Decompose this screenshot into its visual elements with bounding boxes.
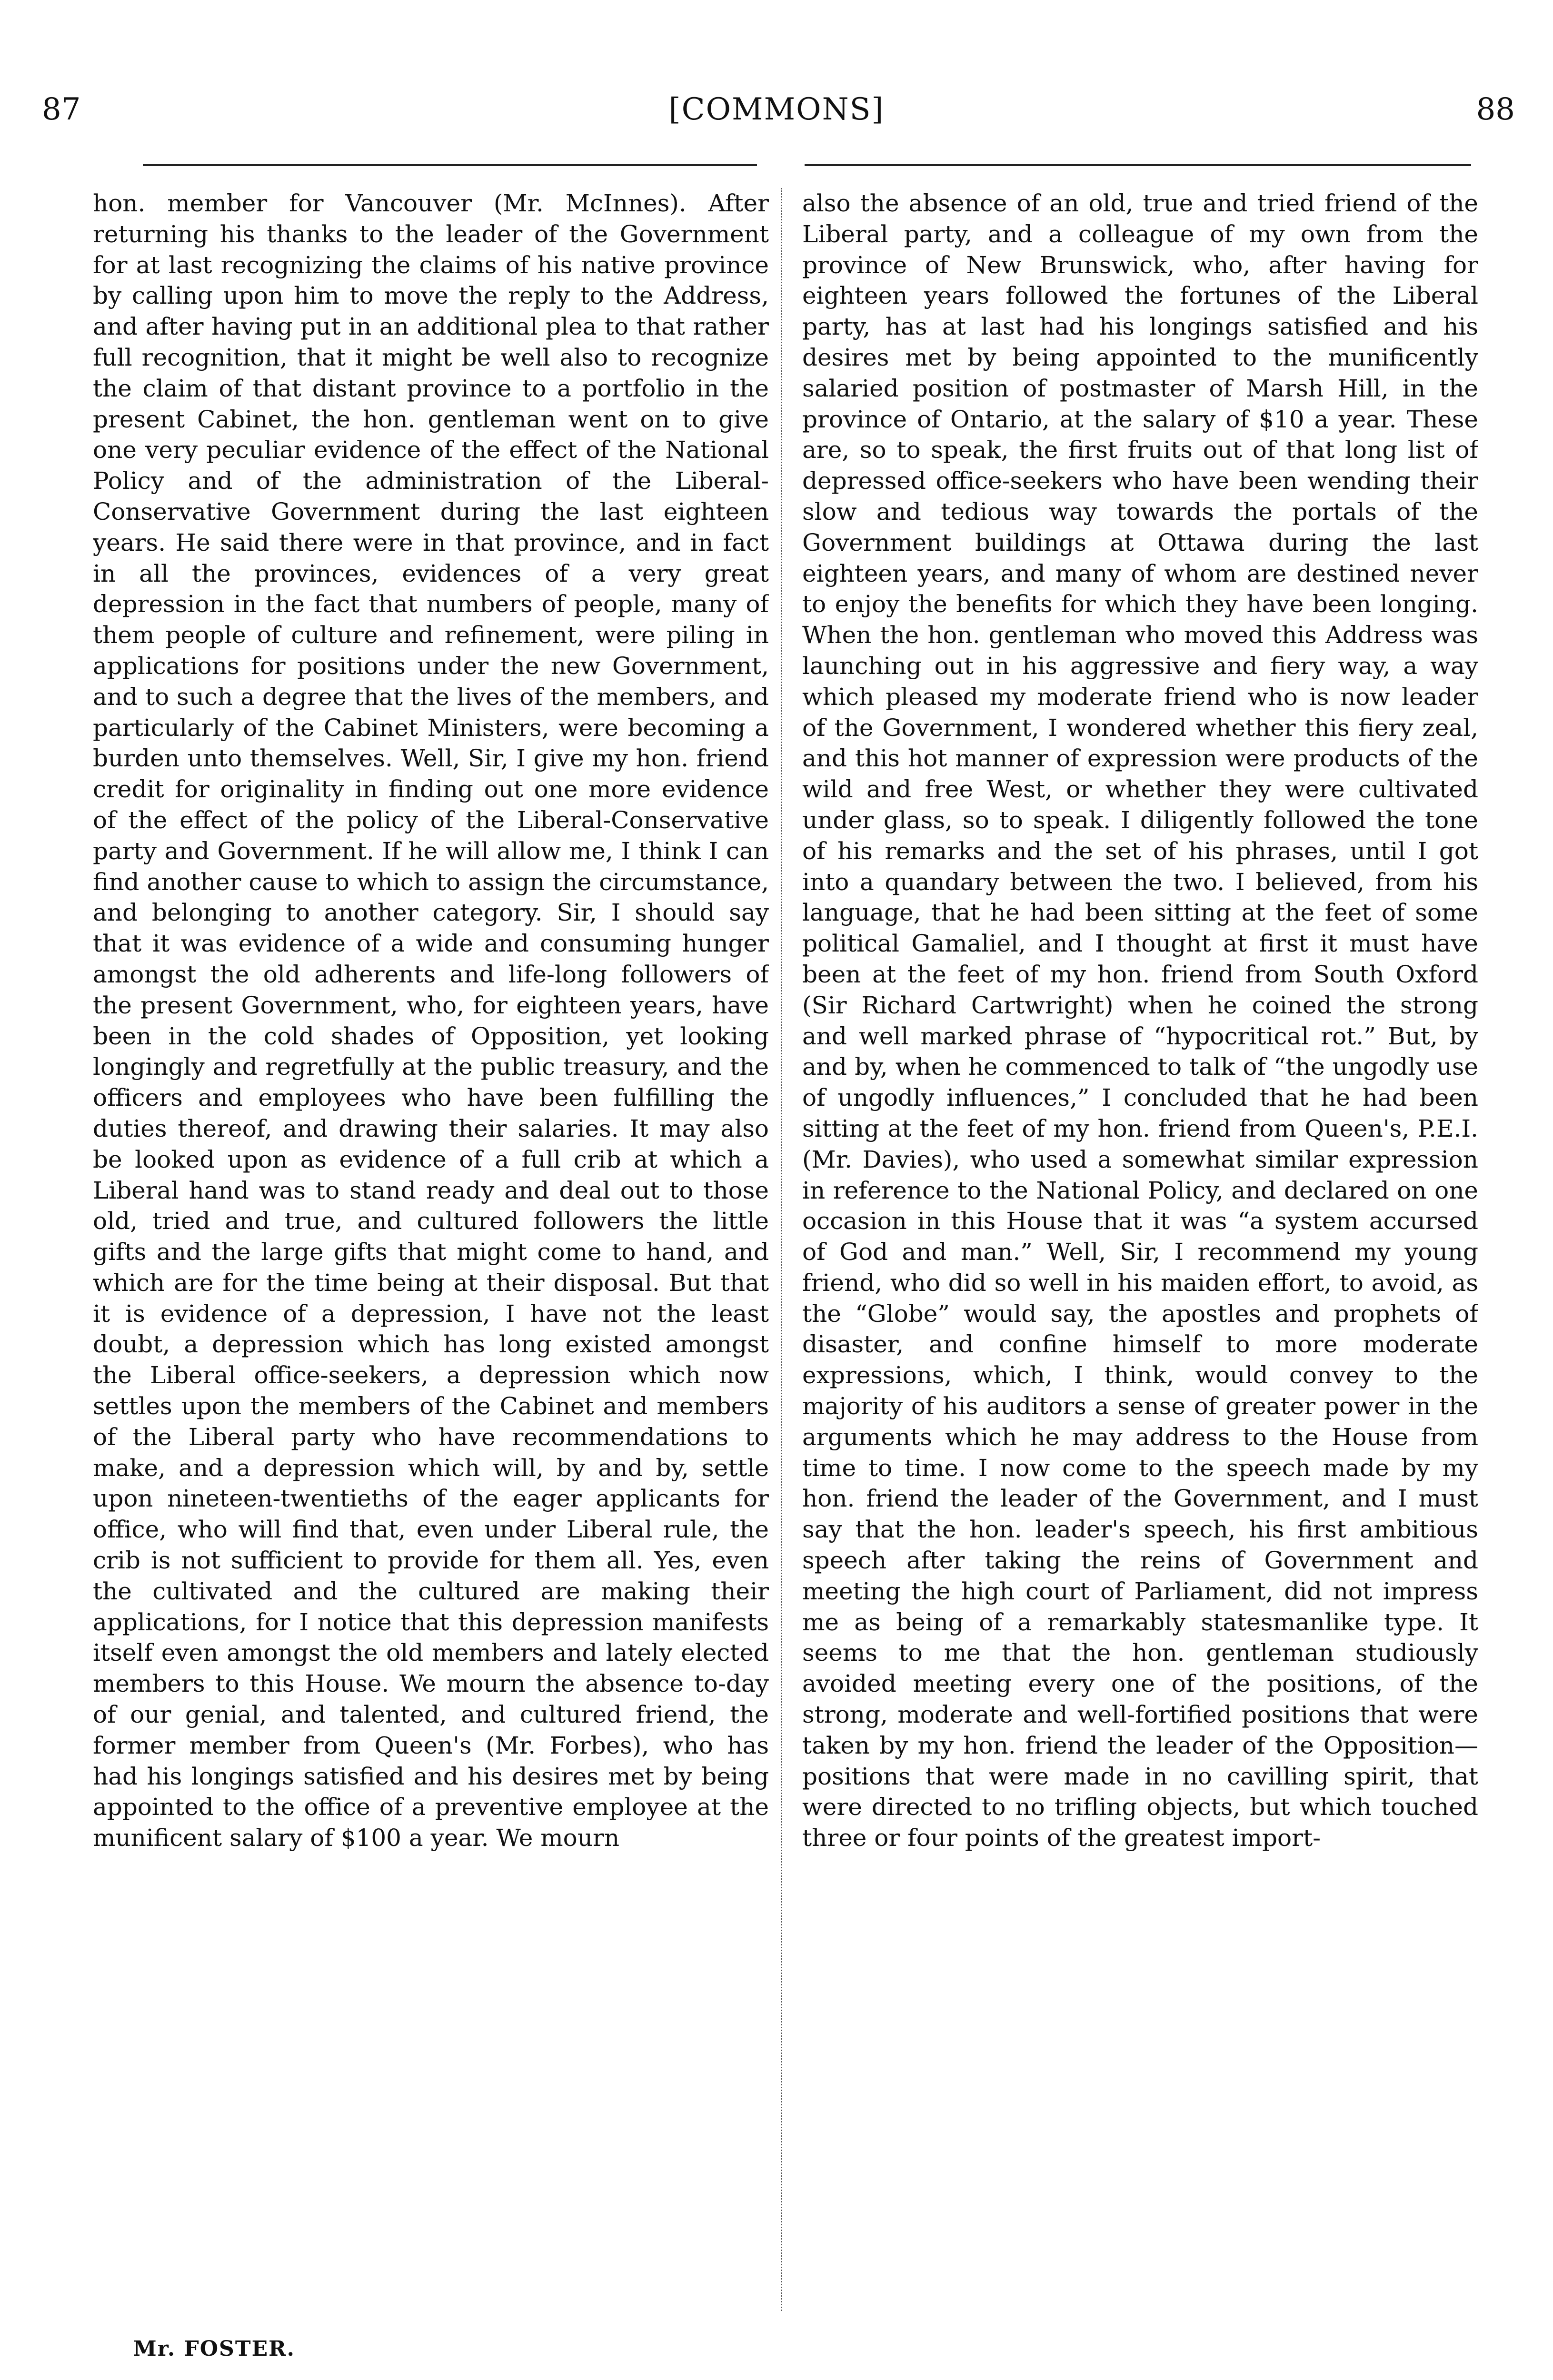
running-title: [COMMONS]: [668, 92, 885, 127]
left-column-text: hon. member for Vancouver (Mr. McInnes). After returning his thanks to the leader of the Government for at last recognizing the claims of his native province by calling upon him to move the reply to the Address, and after having put in an additional plea to that rather full recognition, that it might be well also to recognize the claim of that distant province to a portfolio in the present Cabinet, the hon. gentleman went on to give one very peculiar evidence of the effect of the National Policy and of the administration of the Liberal-Conservative Government during the last eighteen years. He said there were in that province, and in fact in all the provinces, evidences of a very great depression in the fact that numbers of people, many of them people of culture and refinement, were piling in applications for positions under the new Government, and to such a degree that the lives of the members, and particularly of the Cabinet Ministers, were becoming a burden unto themselves. Well, Sir, I give my hon. friend credit for originality in finding out one more evidence of the effect of the policy of the Liberal-Conservative party and Government. If he will allow me, I think I can find another cause to which to assign the circumstance, and belonging to another category. Sir, I should say that it was evidence of a wide and consuming hunger amongst the old adherents and life-long followers of the present Government, who, for eighteen years, have been in the cold shades of Opposition, yet looking longingly and regretfully at the public treasury, and the officers and employees who have been fulfilling the duties thereof, and drawing their salaries. It may also be looked upon as evidence of a full crib at which a Liberal hand was to stand ready and deal out to those old, tried and true, and cultured followers the little gifts and the large gifts that might come to hand, and which are for the time being at their disposal. But that it is evidence of a depression, I have not the least doubt, a depression which has long existed amongst the Liberal office-seekers, a depression which now settles upon the members of the Cabinet and members of the Liberal party who have recommendations to make, and a depression which will, by and by, settle upon nineteen-twentieths of the eager applicants for office, who will find that, even under Liberal rule, the crib is not sufficient to provide for them all. Yes, even the cultivated and the cultured are making their applications, for I notice that this depression manifests itself even amongst the old members and lately elected members to this House. We mourn the absence to-day of our genial, and talented, and cultured friend, the former member from Queen's (Mr. Forbes), who has had his longings satisfied and his desires met by being appointed to the office of a preventive employee at the munificent salary of $100 a year. We mourn: [93, 189, 769, 1852]
page-header: [0, 81, 1553, 138]
left-column: [93, 188, 769, 2320]
right-column: [802, 188, 1478, 2320]
right-column-text: also the absence of an old, true and tried friend of the Liberal party, and a colleague of my own from the province of New Brunswick, who, after having for eighteen years followed the fortunes of the Liberal party, has at last had his longings satisfied and his desires met by being appointed to the munificently salaried position of postmaster of Marsh Hill, in the province of Ontario, at the salary of $10 a year. These are, so to speak, the first fruits out of that long list of depressed office-seekers who have been wending their slow and tedious way towards the portals of the Government buildings at Ottawa during the last eighteen years, and many of whom are destined never to enjoy the benefits for which they have been longing. When the hon. gentleman who moved this Address was launching out in his aggressive and fiery way, a way which pleased my moderate friend who is now leader of the Government, I wondered whether this fiery zeal, and this hot manner of expression were products of the wild and free West, or whether they were cultivated under glass, so to speak. I diligently followed the tone of his remarks and the set of his phrases, until I got into a quandary between the two. I believed, from his language, that he had been sitting at the feet of some political Gamaliel, and I thought at first it must have been at the feet of my hon. friend from South Oxford (Sir Richard Cartwright) when he coined the strong and well marked phrase of “hypocritical rot.” But, by and by, when he commenced to talk of “the ungodly use of ungodly influences,” I concluded that he had been sitting at the feet of my hon. friend from Queen's, P.E.I. (Mr. Davies), who used a somewhat similar expression in reference to the National Policy, and declared on one occasion in this House that it was “a system accursed of God and man.” Well, Sir, I recommend my young friend, who did so well in his maiden effort, to avoid, as the “Globe” would say, the apostles and prophets of disaster, and confine himself to more moderate expressions, which, I think, would convey to the majority of his auditors a sense of greater power in the arguments which he may address to the House from time to time. I now come to the speech made by my hon. friend the leader of the Government, and I must say that the hon. leader's speech, his first ambitious speech after taking the reins of Government and meeting the high court of Parliament, did not impress me as being of a remarkably statesmanlike type. It seems to me that the hon. gentleman studiously avoided meeting every one of the positions, of the strong, moderate and well-fortified positions that were taken by my hon. friend the leader of the Opposition—positions that were made in no cavilling spirit, that were directed to no trifling objects, but which touched three or four points of the greatest import-: [802, 189, 1478, 1852]
column-divider: [781, 188, 782, 2311]
speaker-tag: Mr. FOSTER.: [133, 2337, 295, 2361]
page-number-left: 87: [42, 92, 81, 127]
page-number-right: 88: [1476, 92, 1515, 127]
header-rule-left: [143, 164, 757, 166]
header-rule-right: [805, 164, 1471, 166]
